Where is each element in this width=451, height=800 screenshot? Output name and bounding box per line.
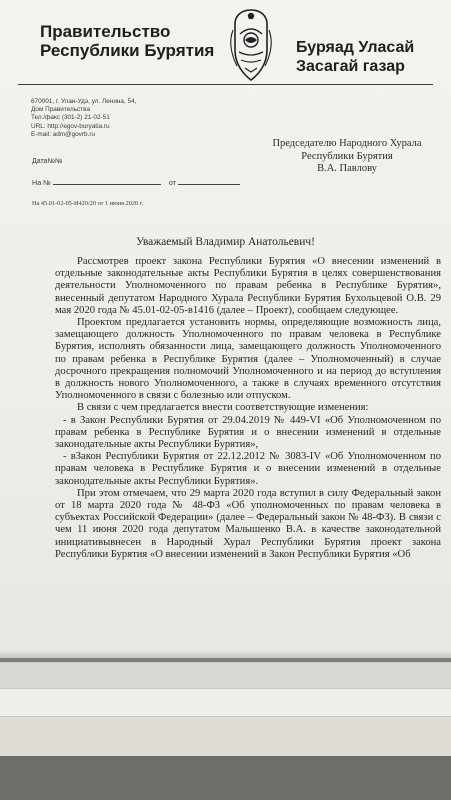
contact-building: Дом Правительства (31, 106, 91, 114)
salutation: Уважаемый Владимир Анатольевич! (135, 236, 315, 248)
body-paragraph: В связи с чем предлагается внести соответствующие изменения: (77, 402, 369, 414)
reference-label: На № (32, 178, 51, 187)
letter-body (55, 256, 441, 561)
org-name-line: Правительство (40, 22, 171, 41)
reference-field (32, 176, 252, 187)
reference-date-blank (178, 176, 240, 185)
body-list-item: - в Закон Республики Бурятия от 29.04.2019 № 449-VI «Об Уполномоченном по правам ребенка в Республике Бурятия и о внесении изменений в отдельные законодательные акты Республики Бурятия», (55, 414, 441, 451)
registration-number: На 45.01-02-05-И420/20 от 1 июня 2020 г. (32, 200, 144, 207)
page-edge-shadow (0, 650, 451, 658)
addressee-line: Республики Бурятия (301, 150, 393, 162)
reference-number-blank (53, 176, 161, 185)
addressee-block (262, 138, 432, 176)
org-name-line: Буряад Уласай (296, 39, 415, 56)
body-paragraph: Проектом предлагается установить нормы, определяющие возможность лица, замещающего должность Уполномоченного по правам человека в Республике Бурятия, исполнять обязанности лица, замещающего должность Уполномоченного по правам ребенка в Республике Бурятия (далее – Уполномоченный) в случае досрочного прекращения полномочий Уполномоченного и на период до вступления в должность нового Уполномоченного, а также в случаях временного отсутствия Уполномоченного в связи с болезнью или отпуском. (55, 317, 441, 402)
body-paragraph: При этом отмечаем, что 29 марта 2020 года вступил в силу Федеральный закон от 18 марта 2020 года № 48-ФЗ «Об уполномоченных по правам человека в субъектах Российской Федерации» (далее – Федеральный закон № 48-ФЗ). В связи с чем 11 июня 2020 года депутатом Малышенко В.А. в качестве законодательной инициативывнесен в Народный Хурал Республики Бурятия проект закона Республики Бурятия «О внесении изменений в Закон Республики Бурятия «Об (55, 487, 441, 560)
addressee-line: Председателю Народного Хурала (272, 138, 422, 149)
org-name-buryat (296, 38, 414, 76)
paper-stack-sheet (0, 688, 451, 719)
contact-url: URL: http://egov-buryatia.ru (31, 122, 110, 130)
date-number-field: Дата№№ (32, 158, 63, 165)
coat-of-arms-icon (219, 6, 283, 86)
contact-block (31, 98, 136, 139)
body-paragraph: Рассмотрев проект закона Республики Бурятия «О внесении изменений в отдельные законодательные акты Республики Бурятия в целях совершенствования деятельности Уполномоченного по правам ребенка в Республике Бурятия», внесенный депутатом Народного Хурала Республики Бурятия Бухольцевой О.В. 29 мая 2020 года № 45.01-02-05-в1416 (далее – Проект), сообщаем следующее. (55, 256, 441, 316)
addressee-line: В.А. Павлову (317, 163, 377, 174)
org-name-russian (40, 22, 215, 60)
contact-address: 670001, г. Улан-Удэ, ул. Ленина, 54, (31, 98, 137, 105)
contact-email: E-mail: adm@govrb.ru (31, 130, 96, 138)
header-divider (18, 84, 433, 85)
reference-date-label: от (168, 178, 177, 187)
body-list-item: - вЗакон Республики Бурятия от 22.12.2012 № 3083-IV «Об Уполномоченном по правам человека в Республике Бурятия и о внесении изменений в отдельные законодательные акты Республики Бурятия». (55, 451, 441, 487)
org-name-line: Республики Бурятия (40, 41, 215, 60)
table-surface (0, 756, 451, 800)
org-name-line: Засагай газар (296, 58, 405, 75)
contact-phone: Тел./факс (301-2) 21-02-51 (31, 114, 110, 122)
paper-stack-sheet (0, 716, 451, 757)
